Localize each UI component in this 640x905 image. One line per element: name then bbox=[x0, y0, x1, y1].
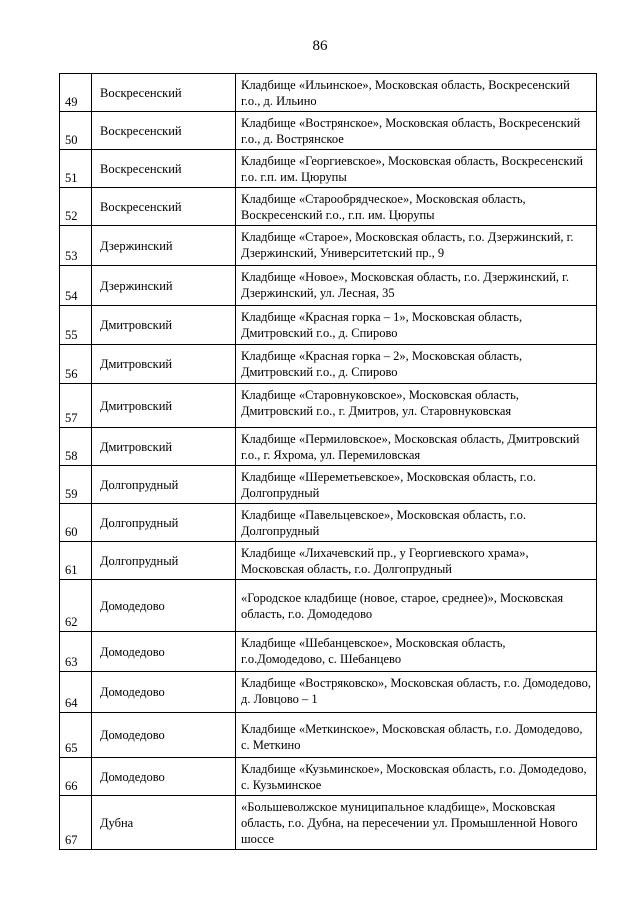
table-row bbox=[60, 713, 597, 758]
table-row bbox=[60, 504, 597, 542]
row-district: Дмитровский bbox=[92, 428, 236, 466]
row-district: Дзержинский bbox=[92, 266, 236, 306]
table-row bbox=[60, 226, 597, 266]
table-row bbox=[60, 345, 597, 384]
row-district: Воскресенский bbox=[92, 112, 236, 150]
table-row bbox=[60, 384, 597, 428]
row-description: «Большеволжское муниципальное кладбище», Московская область, г.о. Дубна, на пересечении ул. Промышленной Нового шоссе bbox=[236, 796, 597, 850]
table-row bbox=[60, 466, 597, 504]
row-number: 67 bbox=[60, 796, 92, 850]
row-district: Дубна bbox=[92, 796, 236, 850]
table-row bbox=[60, 428, 597, 466]
table-row bbox=[60, 266, 597, 306]
row-number: 59 bbox=[60, 466, 92, 504]
row-district: Домодедово bbox=[92, 758, 236, 796]
row-number: 60 bbox=[60, 504, 92, 542]
row-district: Домодедово bbox=[92, 632, 236, 672]
row-description: Кладбище «Вострянское», Московская область, Воскресенский г.о., д. Вострянское bbox=[236, 112, 597, 150]
row-description: Кладбище «Шереметьевское», Московская область, г.о. Долгопрудный bbox=[236, 466, 597, 504]
row-description: Кладбище «Павельцевское», Московская область, г.о. Долгопрудный bbox=[236, 504, 597, 542]
table-row bbox=[60, 672, 597, 713]
row-number: 49 bbox=[60, 74, 92, 112]
row-district: Дзержинский bbox=[92, 226, 236, 266]
row-district: Воскресенский bbox=[92, 150, 236, 188]
row-description: Кладбище «Старообрядческое», Московская область, Воскресенский г.о., г.п. им. Цюрупы bbox=[236, 188, 597, 226]
row-number: 56 bbox=[60, 345, 92, 384]
row-district: Домодедово bbox=[92, 672, 236, 713]
row-number: 62 bbox=[60, 580, 92, 632]
row-number: 61 bbox=[60, 542, 92, 580]
row-number: 50 bbox=[60, 112, 92, 150]
row-description: Кладбище «Красная горка – 2», Московская область, Дмитровский г.о., д. Спирово bbox=[236, 345, 597, 384]
row-description: Кладбище «Пермиловское», Московская область, Дмитровский г.о., г. Яхрома, ул. Перемиловская bbox=[236, 428, 597, 466]
row-district: Долгопрудный bbox=[92, 466, 236, 504]
row-district: Воскресенский bbox=[92, 74, 236, 112]
row-number: 53 bbox=[60, 226, 92, 266]
row-number: 55 bbox=[60, 306, 92, 345]
row-number: 58 bbox=[60, 428, 92, 466]
row-number: 51 bbox=[60, 150, 92, 188]
table-row bbox=[60, 542, 597, 580]
row-district: Домодедово bbox=[92, 713, 236, 758]
row-description: Кладбище «Востряковско», Московская область, г.о. Домодедово, д. Ловцово – 1 bbox=[236, 672, 597, 713]
row-number: 66 bbox=[60, 758, 92, 796]
table-row bbox=[60, 758, 597, 796]
row-description: Кладбище «Георгиевское», Московская область, Воскресенский г.о. г.п. им. Цюрупы bbox=[236, 150, 597, 188]
row-description: Кладбище «Кузьминское», Московская область, г.о. Домодедово, с. Кузьминское bbox=[236, 758, 597, 796]
row-description: Кладбище «Старовнуковское», Московская область, Дмитровский г.о., г. Дмитров, ул. Старовнуковская bbox=[236, 384, 597, 428]
row-district: Домодедово bbox=[92, 580, 236, 632]
row-number: 54 bbox=[60, 266, 92, 306]
table-row bbox=[60, 632, 597, 672]
table-row bbox=[60, 188, 597, 226]
page-number: 86 bbox=[312, 38, 328, 54]
table-row bbox=[60, 796, 597, 850]
row-number: 57 bbox=[60, 384, 92, 428]
row-description: Кладбище «Новое», Московская область, г.о. Дзержинский, г. Дзержинский, ул. Лесная, 35 bbox=[236, 266, 597, 306]
row-district: Дмитровский bbox=[92, 345, 236, 384]
row-number: 65 bbox=[60, 713, 92, 758]
table-row bbox=[60, 580, 597, 632]
row-district: Долгопрудный bbox=[92, 542, 236, 580]
cemetery-table bbox=[59, 73, 597, 850]
table-row bbox=[60, 306, 597, 345]
row-number: 63 bbox=[60, 632, 92, 672]
row-description: Кладбище «Шебанцевское», Московская область, г.о.Домодедово, с. Шебанцево bbox=[236, 632, 597, 672]
row-district: Дмитровский bbox=[92, 306, 236, 345]
row-description: Кладбище «Лихачевский пр., у Георгиевского храма», Московская область, г.о. Долгопрудный bbox=[236, 542, 597, 580]
row-number: 52 bbox=[60, 188, 92, 226]
row-district: Долгопрудный bbox=[92, 504, 236, 542]
row-description: Кладбище «Красная горка – 1», Московская область, Дмитровский г.о., д. Спирово bbox=[236, 306, 597, 345]
row-description: Кладбище «Ильинское», Московская область, Воскресенский г.о., д. Ильино bbox=[236, 74, 597, 112]
row-district: Дмитровский bbox=[92, 384, 236, 428]
row-description: Кладбище «Старое», Московская область, г.о. Дзержинский, г. Дзержинский, Университетский пр., 9 bbox=[236, 226, 597, 266]
table-row bbox=[60, 74, 597, 112]
table-row bbox=[60, 150, 597, 188]
row-district: Воскресенский bbox=[92, 188, 236, 226]
table-row bbox=[60, 112, 597, 150]
row-description: Кладбище «Меткинское», Московская область, г.о. Домодедово, с. Меткино bbox=[236, 713, 597, 758]
row-number: 64 bbox=[60, 672, 92, 713]
table-body bbox=[60, 74, 597, 850]
row-description: «Городское кладбище (новое, старое, среднее)», Московская область, г.о. Домодедово bbox=[236, 580, 597, 632]
